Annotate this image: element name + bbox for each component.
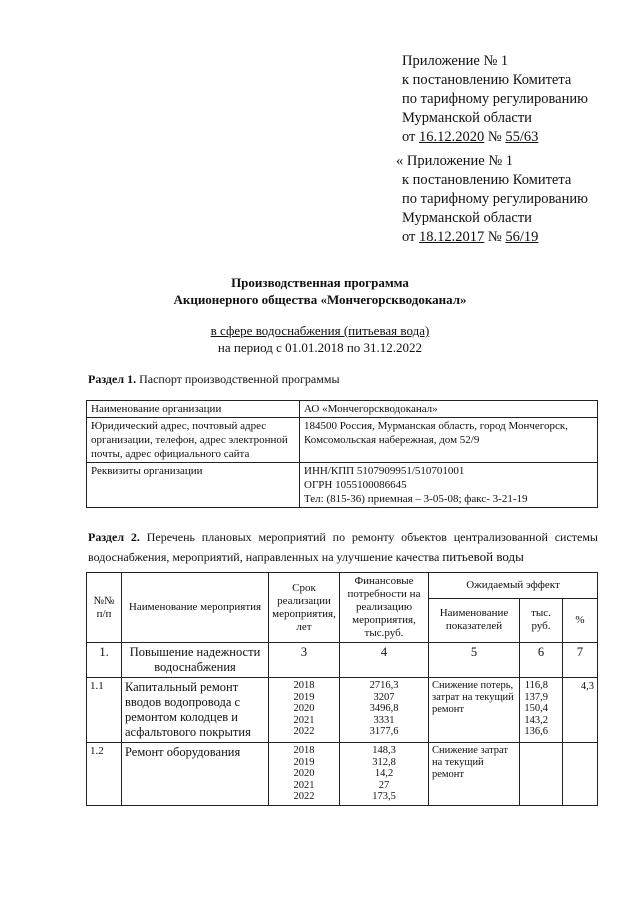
column-number: 5 — [429, 643, 520, 678]
appendix-line: по тарифному регулированию — [402, 91, 588, 107]
appendix-prefix: от — [402, 229, 416, 245]
header-percent: % — [563, 598, 598, 642]
finance-value: 14,2 — [374, 768, 394, 779]
appendix-line: « Приложение № 1 — [396, 153, 514, 169]
year: 2018 — [293, 745, 315, 756]
year: 2018 — [293, 680, 315, 691]
passport-key: Юридический адрес, почтовый адрес организации, телефон, адрес электронной почты, адрес официального сайта — [87, 418, 300, 463]
section2-text: Перечень плановых мероприятий по ремонту объектов централизованной системы водоснабжения, мероприятий, направленных на улучшение качества — [88, 530, 598, 564]
column-number: 7 — [563, 643, 598, 678]
appendix-line: к постановлению Комитета — [402, 72, 572, 88]
finance-value: 148,3 — [372, 745, 396, 756]
appendix-number-sign: № — [487, 129, 502, 145]
table-row — [87, 463, 598, 508]
finance-value: 173,5 — [372, 791, 396, 802]
row-effect-thousand — [520, 678, 563, 743]
section1-heading — [88, 372, 340, 387]
header-num: №№ п/п — [87, 573, 122, 643]
finance-value: 27 — [378, 779, 390, 791]
finance-value: 3331 — [373, 714, 395, 726]
finance-value: 312,8 — [372, 756, 396, 768]
row-num: 1.2 — [87, 743, 122, 806]
section1-label: Раздел 1. — [88, 372, 137, 386]
finance-value: 2716,3 — [369, 680, 399, 691]
row-num: 1.1 — [87, 678, 122, 743]
column-number: 6 — [520, 643, 563, 678]
appendix-date: 18.12.2017 — [419, 229, 485, 245]
appendix-current — [402, 52, 588, 147]
passport-key: Реквизиты организации — [87, 463, 300, 508]
table-header-row — [87, 573, 598, 599]
row-name: Капитальный ремонт вводов водопровода с ремонтом колодцев и асфальтового покрытия — [122, 678, 269, 743]
row-indicator: Снижение затрат на текущий ремонт — [429, 743, 520, 806]
passport-value-line: ОГРН 1055100086645 — [304, 479, 407, 491]
year: 2019 — [293, 691, 315, 703]
table-row — [87, 643, 598, 678]
passport-value-line: ИНН/КПП 5107909951/510701001 — [304, 465, 465, 477]
year: 2021 — [293, 714, 315, 726]
row-finance — [340, 678, 429, 743]
document-subtitle — [0, 322, 640, 356]
row-years — [269, 743, 340, 806]
year: 2020 — [293, 768, 315, 779]
passport-value-line: Тел: (815-36) приемная – 3-05-08; факс- 3-21-19 — [304, 493, 528, 505]
appendix-line: к постановлению Комитета — [402, 172, 572, 188]
subtitle-sphere: в сфере водоснабжения (питьевая вода) — [210, 323, 430, 338]
section2-label: Раздел 2. — [88, 530, 140, 544]
effect-value: 143,2 — [524, 714, 548, 726]
passport-value — [300, 463, 598, 508]
section2-text-end: питьевой воды — [442, 549, 524, 564]
title-line: Акционерного общества «Мончегорскводоканал» — [173, 292, 467, 307]
year: 2021 — [293, 779, 315, 791]
section1-text: Паспорт производственной программы — [139, 372, 340, 386]
passport-table — [86, 400, 598, 508]
year: 2022 — [293, 791, 315, 802]
appendix-line: Мурманской области — [402, 210, 532, 226]
header-expected: Ожидаемый эффект — [429, 573, 598, 599]
header-name: Наименование мероприятия — [122, 573, 269, 643]
title-line: Производственная программа — [231, 275, 409, 290]
appendix-previous — [396, 152, 588, 247]
year: 2019 — [293, 756, 315, 768]
appendix-date: 16.12.2020 — [419, 129, 485, 145]
appendix-date-line — [402, 128, 588, 147]
row-years — [269, 678, 340, 743]
table-row — [87, 678, 598, 743]
finance-value: 3177,6 — [369, 726, 399, 737]
row-finance — [340, 743, 429, 806]
appendix-number-sign: № — [487, 229, 502, 245]
appendix-line: Мурманской области — [402, 110, 532, 126]
finance-value: 3496,8 — [369, 703, 399, 714]
effect-value: 136,6 — [524, 726, 548, 737]
row-effect-percent: 4,3 — [563, 678, 598, 743]
column-number: 3 — [269, 643, 340, 678]
header-finance: Финансовые потребности на реализацию мероприятия, тыс.руб. — [340, 573, 429, 643]
table-row — [87, 418, 598, 463]
group-title: Повышение надежности водоснабжения — [122, 643, 269, 678]
header-thousand-rub: тыс. руб. — [520, 598, 563, 642]
header-term: Срок реализации мероприятия, лет — [269, 573, 340, 643]
appendix-line: Приложение № 1 — [402, 53, 509, 69]
column-number: 1. — [87, 643, 122, 678]
appendix-prefix: от — [402, 129, 416, 145]
appendix-number: 56/19 — [505, 229, 539, 245]
appendix-line: по тарифному регулированию — [402, 191, 588, 207]
row-effect-thousand — [520, 743, 563, 806]
finance-value: 3207 — [373, 691, 395, 703]
appendix-number: 55/63 — [505, 129, 539, 145]
table-row — [87, 401, 598, 418]
effect-value: 150,4 — [524, 703, 548, 714]
effect-value: 137,9 — [524, 691, 548, 703]
row-effect-percent — [563, 743, 598, 806]
year: 2022 — [293, 726, 315, 737]
appendix-date-line — [396, 228, 588, 247]
passport-value: 184500 Россия, Мурманская область, город Мончегорск, Комсомольская набережная, дом 52/9 — [300, 418, 598, 463]
year: 2020 — [293, 703, 315, 714]
table-row — [87, 743, 598, 806]
row-name: Ремонт оборудования — [122, 743, 269, 806]
section2-heading — [88, 528, 598, 567]
passport-value: АО «Мончегорскводоканал» — [300, 401, 598, 418]
row-indicator: Снижение потерь, затрат на текущий ремонт — [429, 678, 520, 743]
subtitle-period: на период с 01.01.2018 по 31.12.2022 — [217, 340, 423, 355]
passport-key: Наименование организации — [87, 401, 300, 418]
effect-value: 116,8 — [524, 680, 548, 691]
column-number: 4 — [340, 643, 429, 678]
document-title — [0, 274, 640, 308]
plan-table — [86, 572, 598, 806]
header-indicator: Наименование показателей — [429, 598, 520, 642]
